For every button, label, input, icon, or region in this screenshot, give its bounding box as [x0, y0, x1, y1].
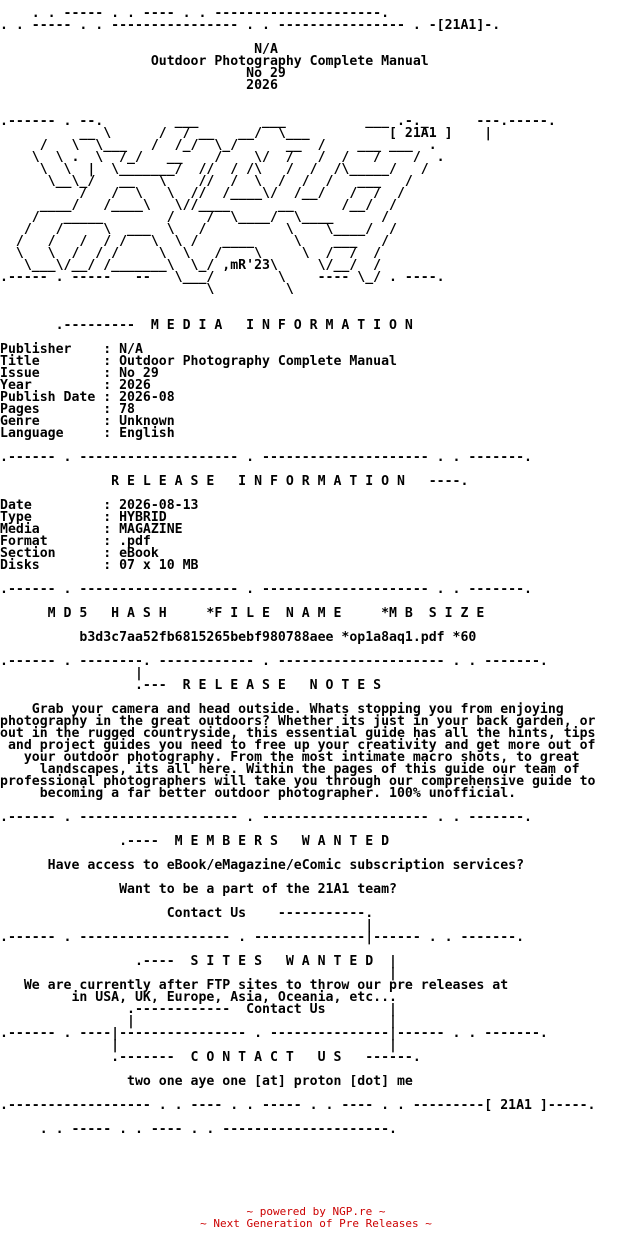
nfo-line: R E L E A S E I N F O R M A T I O N ----. — [0, 474, 469, 489]
nfo-line: \__\_/ __ \ // / \ / / / ___ / — [0, 174, 413, 189]
nfo-line: N/A — [0, 42, 278, 57]
nfo-line: .------- C O N T A C T U S ------. — [0, 1050, 421, 1065]
nfo-line: Title : Outdoor Photography Complete Manual — [0, 354, 397, 369]
nfo-line: | — [0, 918, 374, 933]
nfo-line: professional photographers will take you through our comprehensive guide to — [0, 774, 596, 789]
nfo-line: Issue : No 29 — [0, 366, 159, 381]
nfo-line: in USA, UK, Europe, Asia, Oceania, etc... — [0, 990, 397, 1005]
nfo-line: We are currently after FTP sites to throw our pre releases at — [0, 978, 509, 993]
nfo-line: M D 5 H A S H *F I L E N A M E *M B S I Z E — [0, 606, 485, 621]
nfo-line: Format : .pdf — [0, 534, 151, 549]
nfo-line: \___\/__/ /_______\ \_/ ,mR'23\ \/__/ / — [0, 258, 382, 273]
footer-tagline: ~ Next Generation of Pre Releases ~ — [200, 1217, 432, 1230]
nfo-line: Publish Date : 2026-08 — [0, 390, 175, 405]
nfo-line: Outdoor Photography Complete Manual — [0, 54, 429, 69]
footer — [0, 1206, 632, 1230]
nfo-line: .------ . ----|---------------- . ---------------|------ . . -------. — [0, 1026, 548, 1041]
nfo-line: Language : English — [0, 426, 175, 441]
nfo-line: ____/ /____\ \//____ __ /__/ / — [0, 198, 397, 213]
nfo-line: / / / / / \ \ / ____ \ ___ / — [0, 234, 390, 249]
nfo-line: .------ . -------------------- . --------------------- . . -------. — [0, 450, 532, 465]
nfo-line: landscapes, its all here. Within the pages of this guide our team of — [0, 762, 580, 777]
nfo-line: .---- M E M B E R S W A N T E D — [0, 834, 390, 849]
nfo-line: | — [0, 966, 397, 981]
nfo-line: Have access to eBook/eMagazine/eComic subscription services? — [0, 858, 525, 873]
nfo-line: | — [0, 666, 143, 681]
nfo-line: Genre : Unknown — [0, 414, 175, 429]
nfo-line: .---- S I T E S W A N T E D | — [0, 954, 397, 969]
nfo-line: .----- . ----- -- \___/ \ ---- \_/ . ----. — [0, 270, 445, 285]
nfo-line: Grab your camera and head outside. Whats stopping you from enjoying — [0, 702, 564, 717]
nfo-line: Type : HYBRID — [0, 510, 167, 525]
nfo-line: .------ . ------------------- . --------------|------ . . -------. — [0, 930, 525, 945]
nfo-line: Year : 2026 — [0, 378, 151, 393]
nfo-line: .--- R E L E A S E N O T E S — [0, 678, 382, 693]
nfo-line: Want to be a part of the 21A1 team? — [0, 882, 397, 897]
nfo-line: .------ . -------------------- . --------------------- . . -------. — [0, 810, 532, 825]
nfo-line: \ \ — [0, 282, 294, 297]
nfo-line: .------ . -------------------- . --------------------- . . -------. — [0, 582, 532, 597]
nfo-line: . . ----- . . ---- . . ---------------------. — [0, 1122, 397, 1136]
nfo-line: . . ----- . . ---------------- . . ---------------- . -[21A1]-. — [0, 18, 501, 33]
nfo-line: 2026 — [0, 78, 278, 93]
nfo-text-block — [0, 8, 632, 1136]
nfo-line: and project guides you need to free up your creativity and get more out of — [0, 738, 596, 753]
nfo-line: two one aye one [at] proton [dot] me — [0, 1074, 413, 1089]
nfo-line — [0, 92, 632, 104]
nfo-line: __ \ / / __ __/ \___ [ 21A1 ] | — [0, 126, 493, 141]
nfo-line: | | — [0, 1038, 397, 1053]
nfo-line: .------ . --------. ------------ . --------------------- . . -------. — [0, 654, 548, 669]
nfo-line: / _____ / / \____/ \____ / — [0, 210, 390, 225]
nfo-line: becoming a far better outdoor photographer. 100% unofficial. — [0, 786, 517, 801]
nfo-line: .------------------ . . ---- . . ----- . . ---- . . ---------[ 21A1 ]-----. — [0, 1098, 596, 1113]
nfo-line: Pages : 78 — [0, 402, 135, 417]
nfo-line: Date : 2026-08-13 — [0, 498, 199, 513]
nfo-line: Media : MAGAZINE — [0, 522, 183, 537]
nfo-line: No 29 — [0, 66, 286, 81]
nfo-line: Contact Us -----------. — [0, 906, 374, 921]
nfo-line: \ \ | \_______/ // / /\ / / /\_____/ / — [0, 162, 429, 177]
nfo-line: / \ \___ / /_/ \_/ __ / ___ ___ . — [0, 138, 437, 153]
nfo-line: b3d3c7aa52fb6815265bebf980788aee *op1a8aq1.pdf *60 — [0, 630, 477, 645]
nfo-line: \ \ . \ /_/ __ / \/ / / / / / . — [0, 150, 445, 165]
nfo-line: . . ----- . . ---- . . ---------------------. — [0, 8, 390, 21]
nfo-line: .--------- M E D I A I N F O R M A T I O N — [0, 318, 413, 333]
nfo-line: .------------ Contact Us | — [0, 1002, 397, 1017]
nfo-line: photography in the great outdoors? Whether its just in your back garden, or — [0, 714, 596, 729]
nfo-line: Section : eBook — [0, 546, 159, 561]
nfo-line — [0, 296, 632, 308]
nfo-line: | | — [0, 1014, 397, 1029]
nfo-line: out in the rugged countryside, this essential guide has all the hints, tips — [0, 726, 596, 741]
nfo-line: / / \ ___ \ / \ \____/ / — [0, 222, 397, 237]
nfo-line: .------ . --. ___ ___ ___ .-._ ---.-----. — [0, 114, 556, 129]
nfo-line: \ \ / / / \ \ / \ \ / / / — [0, 246, 382, 261]
nfo-line: Publisher : N/A — [0, 342, 143, 357]
nfo-line: / / \ \ // /____\/ /__/ / / / — [0, 186, 405, 201]
nfo-line: Disks : 07 x 10 MB — [0, 558, 199, 573]
footer-powered-by: ~ powered by NGP.re ~ — [246, 1205, 386, 1218]
nfo-line: your outdoor photography. From the most intimate macro shots, to great — [0, 750, 580, 765]
